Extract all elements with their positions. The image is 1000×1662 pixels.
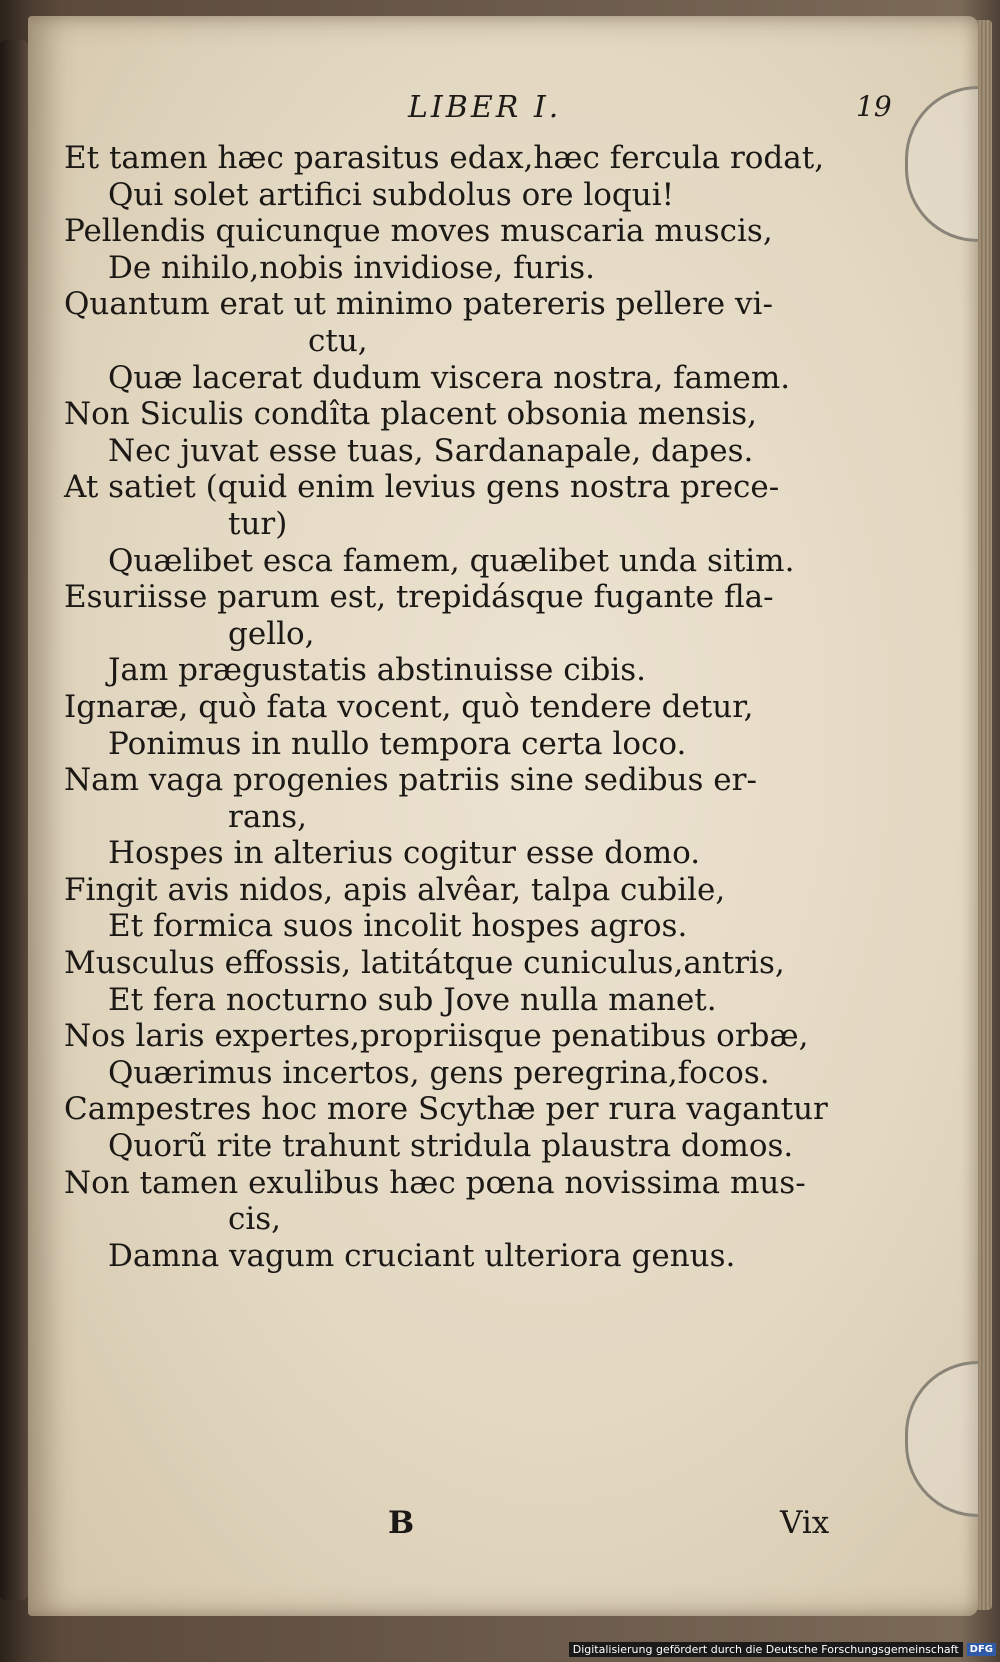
verse-line: Non tamen exulibus hæc pœna novissima mus- (64, 1164, 806, 1201)
verse-line: Qui solet artifici subdolus ore loqui! (108, 176, 675, 213)
page-number: 19 (856, 90, 892, 123)
catch-line (28, 1505, 928, 1545)
running-head: LIBER I. (408, 90, 562, 125)
dfg-logo: DFG (967, 1643, 996, 1656)
verse-line: cis, (228, 1201, 282, 1238)
verse-line: Non Siculis condîta placent obsonia mensis, (64, 396, 758, 433)
verse-line: Quæ lacerat dudum viscera nostra, famem. (108, 359, 791, 396)
verse-line: Ignaræ, quò fata vocent, quò tendere detur, (64, 688, 754, 725)
verse-line: Quorũ rite trahunt stridula plaustra domos. (108, 1128, 794, 1165)
verse-line: At satiet (quid enim levius gens nostra prece- (64, 469, 780, 506)
page-header (28, 90, 978, 130)
verse-line: ctu, (308, 322, 368, 359)
verse-line: Nam vaga progenies patriis sine sedibus er- (64, 762, 757, 799)
verse-line: Campestres hoc more Scythæ per rura vagantur (64, 1091, 828, 1128)
verse-line: Nec juvat esse tuas, Sardanapale, dapes. (108, 432, 754, 469)
verse-line: De nihilo,nobis invidiose, furis. (108, 249, 596, 286)
verse-line: tur) (228, 505, 288, 542)
verse-line: Hospes in alterius cogitur esse domo. (108, 835, 701, 872)
verse-line: Pellendis quicunque moves muscaria muscis, (64, 213, 773, 250)
verse-line: Quælibet esca famem, quælibet unda sitim. (108, 542, 795, 579)
verse-line: Ponimus in nullo tempora certa loco. (108, 725, 687, 762)
credit-text: Digitalisierung gefördert durch die Deutsche Forschungsgemeinschaft (569, 1642, 963, 1657)
catchword: Vix (780, 1505, 830, 1541)
verse-line: Et tamen hæc parasitus edax,hæc fercula rodat, (64, 140, 825, 176)
page-clip-bottom (905, 1361, 978, 1517)
signature-mark: B (388, 1505, 415, 1541)
verse-line: Et formica suos incolit hospes agros. (108, 908, 688, 945)
verse-line: Nos laris expertes,propriisque penatibus orbæ, (64, 1018, 809, 1055)
verse-line: Jam prægustatis abstinuisse cibis. (108, 652, 647, 689)
verse-line: Damna vagum cruciant ulteriora genus. (108, 1237, 736, 1274)
verse-line: Musculus effossis, latitátque cuniculus,antris, (64, 945, 785, 982)
verse-line: rans, (228, 798, 308, 835)
verse-line: Quærimus incertos, gens peregrina,focos. (108, 1054, 770, 1091)
verse-line: gello, (228, 615, 315, 652)
verse-line: Esuriisse parum est, trepidásque fugante fla- (64, 579, 774, 616)
verse-line: Quantum erat ut minimo patereris pellere vi- (64, 286, 773, 323)
verse-block (28, 140, 928, 1274)
digitization-credit (569, 1640, 996, 1658)
verse-line: Et fera nocturno sub Jove nulla manet. (108, 981, 717, 1018)
verse-line: Fingit avis nidos, apis alvêar, talpa cubile, (64, 871, 726, 908)
book-spine (0, 40, 28, 1600)
